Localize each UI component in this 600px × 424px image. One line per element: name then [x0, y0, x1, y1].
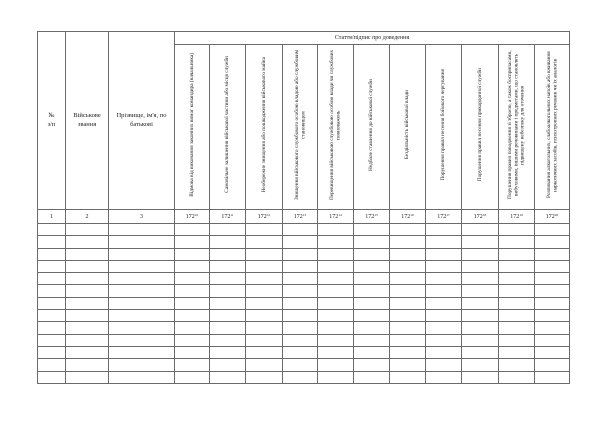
table-cell[interactable] [499, 260, 535, 272]
article-number-base: 172 [401, 214, 411, 220]
table-cell[interactable] [66, 371, 109, 383]
table-cell[interactable] [462, 273, 499, 285]
article-number-base: 172 [257, 214, 267, 220]
table-cell[interactable] [354, 224, 390, 236]
header-article [535, 45, 570, 210]
table-cell[interactable] [109, 224, 175, 236]
table-row [38, 334, 570, 346]
article-number-sup: 10 [194, 213, 199, 217]
table-cell[interactable] [210, 224, 246, 236]
article-number-cell [318, 210, 354, 224]
table-cell[interactable] [499, 297, 535, 309]
table-cell[interactable] [283, 371, 318, 383]
table-cell[interactable] [462, 371, 499, 383]
table-cell[interactable] [354, 260, 390, 272]
table-cell[interactable] [38, 224, 66, 236]
header-article-label: Самовільне залишення військової частини або місця служби [224, 56, 231, 193]
table-cell[interactable] [246, 248, 283, 260]
table-cell[interactable] [462, 285, 499, 297]
table-cell[interactable] [109, 371, 175, 383]
table-cell[interactable] [535, 371, 570, 383]
article-number-sup: 17 [446, 213, 450, 217]
table-cell[interactable] [462, 297, 499, 309]
article-number-sup: 12 [266, 213, 271, 217]
table-cell[interactable] [246, 322, 283, 334]
table-cell[interactable] [210, 297, 246, 309]
column-number-row [38, 210, 570, 224]
table-cell[interactable] [38, 260, 66, 272]
table-cell[interactable] [318, 260, 354, 272]
table-cell[interactable] [38, 346, 66, 358]
table-cell[interactable] [390, 273, 426, 285]
table-cell[interactable] [426, 334, 462, 346]
article-number-base: 172 [329, 214, 339, 220]
table-cell[interactable] [390, 310, 426, 322]
article-number-cell [354, 210, 390, 224]
article-number-cell [390, 210, 426, 224]
table-cell[interactable] [462, 248, 499, 260]
table-row [38, 273, 570, 285]
table-row [38, 371, 570, 383]
table-cell[interactable] [66, 334, 109, 346]
table-cell[interactable] [210, 260, 246, 272]
column-number-cell: 3 [109, 210, 175, 224]
table-cell[interactable] [246, 334, 283, 346]
table-cell[interactable] [175, 310, 210, 322]
table-cell[interactable] [535, 322, 570, 334]
table-cell[interactable] [66, 359, 109, 371]
header-row-top [38, 32, 570, 45]
table-cell[interactable] [318, 236, 354, 248]
header-article [175, 45, 210, 210]
table-cell[interactable] [246, 285, 283, 297]
table-cell[interactable] [175, 248, 210, 260]
table-cell[interactable] [66, 273, 109, 285]
table-cell[interactable] [390, 346, 426, 358]
table-cell[interactable] [210, 334, 246, 346]
article-number-sup: 16 [410, 213, 414, 217]
header-article [318, 45, 354, 210]
table-cell[interactable] [109, 248, 175, 260]
table-cell[interactable] [499, 236, 535, 248]
header-article-label: Необережне знищення або пошкодження військового майна [260, 56, 267, 193]
header-article-label: Бездіяльність військової влади [404, 89, 411, 160]
table-cell[interactable] [38, 297, 66, 309]
table-cell[interactable] [210, 346, 246, 358]
header-articles-group: Стаття/підпис про доведення [175, 32, 570, 45]
table-cell[interactable] [210, 273, 246, 285]
article-number-sup: 15 [374, 213, 378, 217]
table-cell[interactable] [38, 236, 66, 248]
table-cell[interactable] [283, 260, 318, 272]
table-cell[interactable] [462, 310, 499, 322]
table-cell[interactable] [38, 310, 66, 322]
article-number-cell [283, 210, 318, 224]
table-cell[interactable] [426, 248, 462, 260]
column-number-cell: 2 [66, 210, 109, 224]
header-rank: Військове звання [66, 32, 109, 210]
header-number: № з/п [38, 32, 66, 210]
table-cell[interactable] [354, 359, 390, 371]
table-cell[interactable] [318, 285, 354, 297]
table-cell[interactable] [38, 273, 66, 285]
table-cell[interactable] [390, 371, 426, 383]
header-article [283, 45, 318, 210]
header-article [246, 45, 283, 210]
table-cell[interactable] [426, 273, 462, 285]
table-cell[interactable] [318, 334, 354, 346]
table-cell[interactable] [499, 359, 535, 371]
table-cell[interactable] [246, 346, 283, 358]
table-cell[interactable] [426, 285, 462, 297]
table-cell[interactable] [38, 285, 66, 297]
table-cell[interactable] [499, 371, 535, 383]
table-cell[interactable] [535, 285, 570, 297]
table-cell[interactable] [210, 236, 246, 248]
table-cell[interactable] [38, 334, 66, 346]
table-cell[interactable] [535, 346, 570, 358]
table-row [38, 236, 570, 248]
header-article-label: Відмова від виконання законних вимог командира (начальника) [188, 52, 195, 197]
table-cell[interactable] [109, 236, 175, 248]
table-cell[interactable] [535, 248, 570, 260]
table-cell[interactable] [390, 224, 426, 236]
table-cell[interactable] [535, 297, 570, 309]
table-cell[interactable] [318, 224, 354, 236]
table-cell[interactable] [462, 236, 499, 248]
header-article [426, 45, 462, 210]
table-cell[interactable] [109, 260, 175, 272]
table-cell[interactable] [66, 322, 109, 334]
table-cell[interactable] [354, 236, 390, 248]
table-cell[interactable] [283, 322, 318, 334]
table-cell[interactable] [354, 371, 390, 383]
table-cell[interactable] [175, 359, 210, 371]
table-cell[interactable] [175, 273, 210, 285]
table-cell[interactable] [210, 359, 246, 371]
table-cell[interactable] [390, 334, 426, 346]
table-cell[interactable] [354, 285, 390, 297]
table-cell[interactable] [66, 346, 109, 358]
table-cell[interactable] [283, 310, 318, 322]
table-row [38, 297, 570, 309]
table-cell[interactable] [38, 359, 66, 371]
table-cell[interactable] [499, 224, 535, 236]
table-cell[interactable] [390, 285, 426, 297]
table-cell[interactable] [390, 297, 426, 309]
table-cell[interactable] [499, 248, 535, 260]
table-cell[interactable] [354, 297, 390, 309]
table-cell[interactable] [426, 359, 462, 371]
table-cell[interactable] [318, 248, 354, 260]
article-number-sup: 19 [519, 213, 523, 217]
table-cell[interactable] [109, 285, 175, 297]
table-cell[interactable] [318, 297, 354, 309]
table-cell[interactable] [210, 310, 246, 322]
table-cell[interactable] [175, 334, 210, 346]
table-cell[interactable] [66, 297, 109, 309]
table-cell[interactable] [462, 334, 499, 346]
table-cell[interactable] [109, 346, 175, 358]
table-cell[interactable] [462, 346, 499, 358]
header-article-label: Порушення правил несення прикордонної служби [476, 67, 483, 182]
table-cell[interactable] [283, 297, 318, 309]
column-number-cell: 1 [38, 210, 66, 224]
header-article-label: Порушення правил несення бойового чергування [440, 68, 447, 181]
article-number-base: 172 [365, 214, 375, 220]
table-cell[interactable] [426, 371, 462, 383]
table-cell[interactable] [66, 285, 109, 297]
table-cell[interactable] [66, 224, 109, 236]
header-article [499, 45, 535, 210]
table-cell[interactable] [283, 236, 318, 248]
table-cell[interactable] [175, 260, 210, 272]
table-cell[interactable] [499, 285, 535, 297]
article-number-cell [462, 210, 499, 224]
table-cell[interactable] [109, 359, 175, 371]
table-cell[interactable] [175, 371, 210, 383]
table-cell[interactable] [38, 371, 66, 383]
table-cell[interactable] [318, 322, 354, 334]
table-cell[interactable] [499, 310, 535, 322]
table-cell[interactable] [499, 334, 535, 346]
table-cell[interactable] [175, 236, 210, 248]
table-cell[interactable] [246, 224, 283, 236]
table-cell[interactable] [318, 346, 354, 358]
table-cell[interactable] [283, 346, 318, 358]
article-number-base: 172 [473, 214, 483, 220]
table-cell[interactable] [354, 248, 390, 260]
table-cell[interactable] [38, 248, 66, 260]
table-cell[interactable] [175, 297, 210, 309]
register-table [37, 31, 570, 384]
table-cell[interactable] [175, 322, 210, 334]
table-cell[interactable] [535, 260, 570, 272]
article-number-cell [535, 210, 570, 224]
table-cell[interactable] [210, 285, 246, 297]
header-article [210, 45, 246, 210]
header-article [390, 45, 426, 210]
header-full-name: Прізвище, ім'я, по батькові [109, 32, 175, 210]
table-cell[interactable] [462, 359, 499, 371]
table-cell[interactable] [354, 273, 390, 285]
table-cell[interactable] [283, 334, 318, 346]
header-article [462, 45, 499, 210]
table-cell[interactable] [426, 260, 462, 272]
table-cell[interactable] [66, 236, 109, 248]
table-cell[interactable] [318, 273, 354, 285]
table-cell[interactable] [38, 322, 66, 334]
table-cell[interactable] [426, 224, 462, 236]
article-number-sup: 14 [338, 213, 342, 217]
table-cell[interactable] [66, 248, 109, 260]
table-cell[interactable] [426, 346, 462, 358]
table-cell[interactable] [246, 236, 283, 248]
table-cell[interactable] [354, 310, 390, 322]
table-cell[interactable] [246, 297, 283, 309]
table-row [38, 346, 570, 358]
table-cell[interactable] [426, 236, 462, 248]
table-cell[interactable] [390, 248, 426, 260]
article-number-cell [210, 210, 246, 224]
table-cell[interactable] [210, 248, 246, 260]
table-cell[interactable] [109, 334, 175, 346]
table-cell[interactable] [283, 224, 318, 236]
table-row [38, 224, 570, 236]
table-cell[interactable] [354, 346, 390, 358]
table-cell[interactable] [462, 260, 499, 272]
table-cell[interactable] [109, 297, 175, 309]
table-row [38, 359, 570, 371]
table-row [38, 248, 570, 260]
header-article-label: Порушення правил поводження зі зброєю, а також боєприпасами, вибуховими, іншими речовинами і предметами, що становлять підвищену небезпеку для оточення [506, 50, 526, 199]
table-cell[interactable] [66, 310, 109, 322]
article-number-base: 172 [221, 214, 231, 220]
header-article [354, 45, 390, 210]
article-number-sup: 13 [302, 213, 307, 217]
table-cell[interactable] [318, 371, 354, 383]
table-cell[interactable] [535, 236, 570, 248]
table-row [38, 322, 570, 334]
table-cell[interactable] [283, 359, 318, 371]
article-number-base: 172 [437, 214, 447, 220]
article-number-sup: 20 [554, 213, 559, 217]
table-cell[interactable] [66, 260, 109, 272]
table-cell[interactable] [499, 273, 535, 285]
article-number-cell [175, 210, 210, 224]
table-cell[interactable] [462, 224, 499, 236]
table-cell[interactable] [318, 310, 354, 322]
table-row [38, 310, 570, 322]
table-cell[interactable] [426, 310, 462, 322]
article-number-cell [426, 210, 462, 224]
table-cell[interactable] [390, 322, 426, 334]
table-cell[interactable] [175, 346, 210, 358]
table-cell[interactable] [499, 322, 535, 334]
table-cell[interactable] [535, 273, 570, 285]
table-cell[interactable] [246, 359, 283, 371]
table-cell[interactable] [390, 236, 426, 248]
table-cell[interactable] [246, 273, 283, 285]
table-cell[interactable] [210, 322, 246, 334]
table-row [38, 285, 570, 297]
table-cell[interactable] [426, 297, 462, 309]
table-cell[interactable] [283, 285, 318, 297]
table-cell[interactable] [210, 371, 246, 383]
table-cell[interactable] [109, 322, 175, 334]
table-cell[interactable] [535, 224, 570, 236]
article-number-base: 172 [510, 214, 520, 220]
table-cell[interactable] [390, 359, 426, 371]
table-cell[interactable] [390, 260, 426, 272]
table-cell[interactable] [354, 334, 390, 346]
table-cell[interactable] [246, 371, 283, 383]
header-article-label: Недбале ставлення до військової служби [368, 78, 375, 171]
article-number-cell [246, 210, 283, 224]
header-article-label: Перевищення військовою службовою особою влади чи службових повноважень [329, 49, 342, 200]
article-number-base: 172 [545, 214, 555, 220]
table-cell[interactable] [426, 322, 462, 334]
table-cell[interactable] [354, 322, 390, 334]
table-cell[interactable] [109, 273, 175, 285]
table-cell[interactable] [535, 334, 570, 346]
table-cell[interactable] [535, 359, 570, 371]
article-number-sup: 18 [482, 213, 487, 217]
table-cell[interactable] [109, 310, 175, 322]
table-cell[interactable] [318, 359, 354, 371]
article-number-sup: 11 [230, 213, 234, 217]
table-cell[interactable] [283, 273, 318, 285]
table-row [38, 260, 570, 272]
table-cell[interactable] [462, 322, 499, 334]
table-cell[interactable] [246, 310, 283, 322]
table-cell[interactable] [175, 285, 210, 297]
article-number-cell [499, 210, 535, 224]
header-article-label: Розпивання алкогольних, слабоалкогольних напоїв або вживання наркотичних засобів, психотропних речовин чи їх аналогів [545, 51, 558, 198]
table-cell[interactable] [175, 224, 210, 236]
table-cell[interactable] [246, 260, 283, 272]
table-cell[interactable] [283, 248, 318, 260]
table-cell[interactable] [499, 346, 535, 358]
article-number-base: 172 [185, 214, 195, 220]
table-cell[interactable] [535, 310, 570, 322]
header-article-label: Знищення військового службового особою владою або службовим становищем [293, 49, 306, 200]
article-number-base: 172 [293, 214, 303, 220]
